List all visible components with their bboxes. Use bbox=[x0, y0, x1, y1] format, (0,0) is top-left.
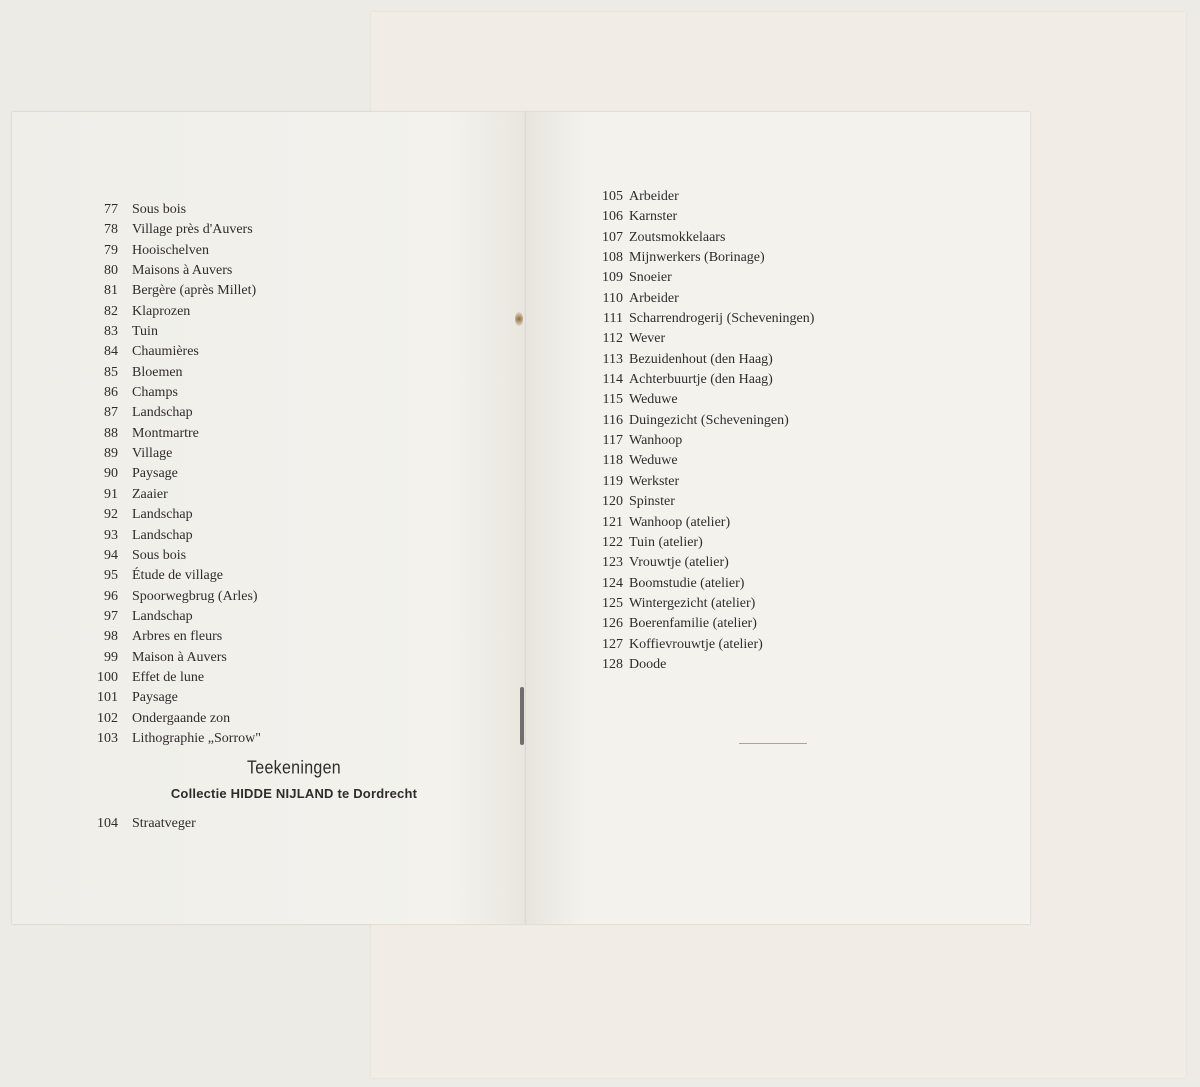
left-entry-list bbox=[84, 200, 504, 749]
entry-title: Bezuidenhout (den Haag) bbox=[629, 351, 773, 367]
list-item bbox=[577, 187, 997, 207]
list-item bbox=[577, 635, 997, 655]
entry-number: 105 bbox=[602, 189, 623, 204]
entry-number: 86 bbox=[104, 385, 118, 401]
entry-title: Boerenfamilie (atelier) bbox=[629, 616, 757, 632]
entry-title: Paysage bbox=[132, 690, 178, 706]
entry-title: Wintergezicht (atelier) bbox=[629, 595, 756, 611]
list-item bbox=[84, 648, 504, 668]
entry-title: Wanhoop bbox=[629, 433, 683, 449]
entry-title: Effet de lune bbox=[132, 669, 205, 685]
list-item bbox=[84, 546, 504, 566]
list-item bbox=[84, 485, 504, 505]
entry-title: Landschap bbox=[132, 608, 193, 624]
entry-title: Ondergaande zon bbox=[132, 710, 231, 726]
list-item bbox=[577, 431, 997, 451]
list-item bbox=[84, 241, 504, 261]
closing-rule bbox=[739, 743, 807, 744]
entry-number: 119 bbox=[602, 473, 623, 489]
entry-number: 101 bbox=[97, 690, 118, 706]
entry-number: 79 bbox=[104, 242, 118, 258]
entry-title: Étude de village bbox=[132, 568, 223, 584]
list-item bbox=[577, 574, 997, 594]
entry-number: 84 bbox=[104, 344, 118, 360]
entry-title: Duingezicht (Scheveningen) bbox=[629, 412, 789, 428]
staple bbox=[520, 687, 524, 745]
entry-title: Straatveger bbox=[132, 816, 196, 831]
entry-title: Wanhoop (atelier) bbox=[629, 514, 731, 530]
list-item bbox=[577, 594, 997, 614]
entry-title: Champs bbox=[132, 385, 178, 401]
list-item bbox=[84, 587, 504, 607]
entry-number: 100 bbox=[97, 669, 118, 685]
entry-number: 91 bbox=[104, 486, 118, 502]
entry-number: 127 bbox=[602, 636, 623, 652]
entry-title: Landschap bbox=[132, 507, 193, 523]
list-item bbox=[577, 329, 997, 349]
entry-number: 120 bbox=[602, 494, 623, 510]
entry-number: 87 bbox=[104, 405, 118, 421]
entry-title: Weduwe bbox=[629, 453, 678, 469]
entry-title: Arbeider bbox=[629, 290, 679, 306]
entry-title: Chaumières bbox=[132, 344, 199, 360]
list-item bbox=[84, 302, 504, 322]
entry-title: Village bbox=[132, 446, 173, 462]
entry-title: Zoutsmokkelaars bbox=[629, 229, 726, 245]
entry-title: Spinster bbox=[629, 494, 675, 510]
entry-number: 128 bbox=[602, 656, 623, 672]
entry-number: 94 bbox=[104, 547, 118, 563]
entry-title: Sous bois bbox=[132, 547, 187, 563]
entry-title: Paysage bbox=[132, 466, 178, 482]
entry-title: Boomstudie (atelier) bbox=[629, 575, 745, 591]
list-item bbox=[84, 668, 504, 688]
entry-number: 108 bbox=[602, 250, 623, 266]
list-item bbox=[84, 526, 504, 546]
entry-number: 107 bbox=[602, 229, 623, 245]
entry-title: Snoeier bbox=[629, 270, 672, 286]
entry-number: 124 bbox=[602, 575, 623, 591]
entry-title: Koffievrouwtje (atelier) bbox=[629, 636, 763, 652]
entry-title: Doode bbox=[629, 656, 667, 672]
entry-number: 96 bbox=[104, 588, 118, 604]
open-catalogue-booklet bbox=[12, 112, 1030, 924]
entry-title: Spoorwegbrug (Arles) bbox=[132, 588, 258, 604]
entry-number: 122 bbox=[602, 534, 623, 550]
list-item bbox=[84, 709, 504, 729]
list-item bbox=[84, 200, 504, 220]
entry-title: Vrouwtje (atelier) bbox=[629, 555, 729, 571]
entry-number: 109 bbox=[602, 270, 623, 286]
entry-title: Arbres en fleurs bbox=[132, 629, 223, 645]
entry-title: Tuin bbox=[132, 324, 158, 340]
entry-number: 118 bbox=[602, 453, 623, 469]
entry-title: Mijnwerkers (Borinage) bbox=[629, 250, 765, 266]
right-entry-list bbox=[577, 187, 997, 675]
entry-number: 93 bbox=[104, 527, 118, 543]
list-item bbox=[84, 281, 504, 301]
list-item bbox=[577, 390, 997, 410]
entry-number: 104 bbox=[97, 816, 118, 831]
entry-title: Zaaier bbox=[132, 486, 168, 502]
entry-title: Klaprozen bbox=[132, 303, 191, 319]
entry-number: 110 bbox=[602, 290, 623, 306]
list-item bbox=[84, 688, 504, 708]
entry-title: Weduwe bbox=[629, 392, 678, 408]
entry-title: Bloemen bbox=[132, 364, 183, 380]
list-item bbox=[84, 464, 504, 484]
entry-title: Montmartre bbox=[132, 425, 199, 441]
entry-number: 111 bbox=[603, 311, 623, 327]
list-item bbox=[84, 627, 504, 647]
entry-number: 95 bbox=[104, 568, 118, 584]
rust-stain bbox=[515, 312, 523, 326]
entry-title: Scharrendrogerij (Scheveningen) bbox=[629, 311, 815, 327]
entry-number: 114 bbox=[602, 372, 623, 388]
entry-title: Werkster bbox=[629, 473, 680, 489]
list-item bbox=[577, 533, 997, 553]
entry-title: Maison à Auvers bbox=[132, 649, 227, 665]
list-item bbox=[577, 492, 997, 512]
entry-number: 83 bbox=[104, 324, 118, 340]
entry-title: Wever bbox=[629, 331, 666, 347]
list-item bbox=[577, 268, 997, 288]
entry-number: 106 bbox=[602, 209, 623, 225]
entry-number: 85 bbox=[104, 364, 118, 380]
entry-title: Achterbuurtje (den Haag) bbox=[629, 372, 773, 388]
list-item bbox=[84, 607, 504, 627]
entry-number: 97 bbox=[104, 608, 118, 624]
entry-title: Bergère (après Millet) bbox=[132, 283, 257, 299]
list-item bbox=[84, 342, 504, 362]
entry-number: 115 bbox=[602, 392, 623, 408]
entry-title: Landschap bbox=[132, 405, 193, 421]
list-item bbox=[577, 472, 997, 492]
entry-number: 82 bbox=[104, 303, 118, 319]
entry-number: 117 bbox=[602, 433, 623, 449]
entry-title: Sous bois bbox=[132, 202, 187, 217]
list-item bbox=[577, 614, 997, 634]
entry-number: 102 bbox=[97, 710, 118, 726]
list-item bbox=[577, 370, 997, 390]
entry-title: Hooischelven bbox=[132, 242, 209, 258]
list-item bbox=[84, 261, 504, 281]
entry-number: 116 bbox=[602, 412, 623, 428]
list-item bbox=[577, 207, 997, 227]
list-item bbox=[577, 655, 997, 675]
entry-title: Arbeider bbox=[629, 189, 679, 204]
entry-number: 121 bbox=[602, 514, 623, 530]
list-item bbox=[577, 451, 997, 471]
list-item bbox=[84, 220, 504, 240]
entry-number: 78 bbox=[104, 222, 118, 238]
entry-number: 90 bbox=[104, 466, 118, 482]
list-item bbox=[84, 566, 504, 586]
section-heading: Teekeningen bbox=[246, 758, 342, 779]
entry-number: 126 bbox=[602, 616, 623, 632]
entry-title: Maisons à Auvers bbox=[132, 263, 233, 279]
entry-number: 77 bbox=[104, 202, 118, 217]
entry-number: 98 bbox=[104, 629, 118, 645]
list-item bbox=[84, 814, 504, 834]
list-item bbox=[84, 363, 504, 383]
entry-title: Landschap bbox=[132, 527, 193, 543]
list-item bbox=[577, 513, 997, 533]
entry-number: 99 bbox=[104, 649, 118, 665]
entry-number: 123 bbox=[602, 555, 623, 571]
list-item bbox=[84, 424, 504, 444]
entry-number: 112 bbox=[602, 331, 623, 347]
entry-number: 125 bbox=[602, 595, 623, 611]
entry-number: 89 bbox=[104, 446, 118, 462]
section-subheading: Collectie HIDDE NIJLAND te Dordrecht bbox=[170, 786, 418, 801]
list-item bbox=[577, 553, 997, 573]
list-item bbox=[577, 228, 997, 248]
entry-title: Tuin (atelier) bbox=[629, 534, 703, 550]
entry-number: 81 bbox=[104, 283, 118, 299]
list-item bbox=[84, 729, 504, 749]
entry-title: Village près d'Auvers bbox=[132, 222, 253, 238]
list-item bbox=[84, 322, 504, 342]
list-item bbox=[84, 505, 504, 525]
list-item bbox=[577, 289, 997, 309]
entry-number: 113 bbox=[602, 351, 623, 367]
list-item bbox=[84, 403, 504, 423]
entry-title: Lithographie „Sorrow" bbox=[132, 730, 261, 746]
entry-number: 92 bbox=[104, 507, 118, 523]
list-item bbox=[577, 248, 997, 268]
list-item bbox=[84, 444, 504, 464]
list-item bbox=[577, 350, 997, 370]
entry-title: Karnster bbox=[629, 209, 678, 225]
entry-number: 88 bbox=[104, 425, 118, 441]
list-item bbox=[577, 411, 997, 431]
list-item bbox=[84, 383, 504, 403]
entry-number: 103 bbox=[97, 730, 118, 746]
entry-number: 80 bbox=[104, 263, 118, 279]
list-item bbox=[577, 309, 997, 329]
